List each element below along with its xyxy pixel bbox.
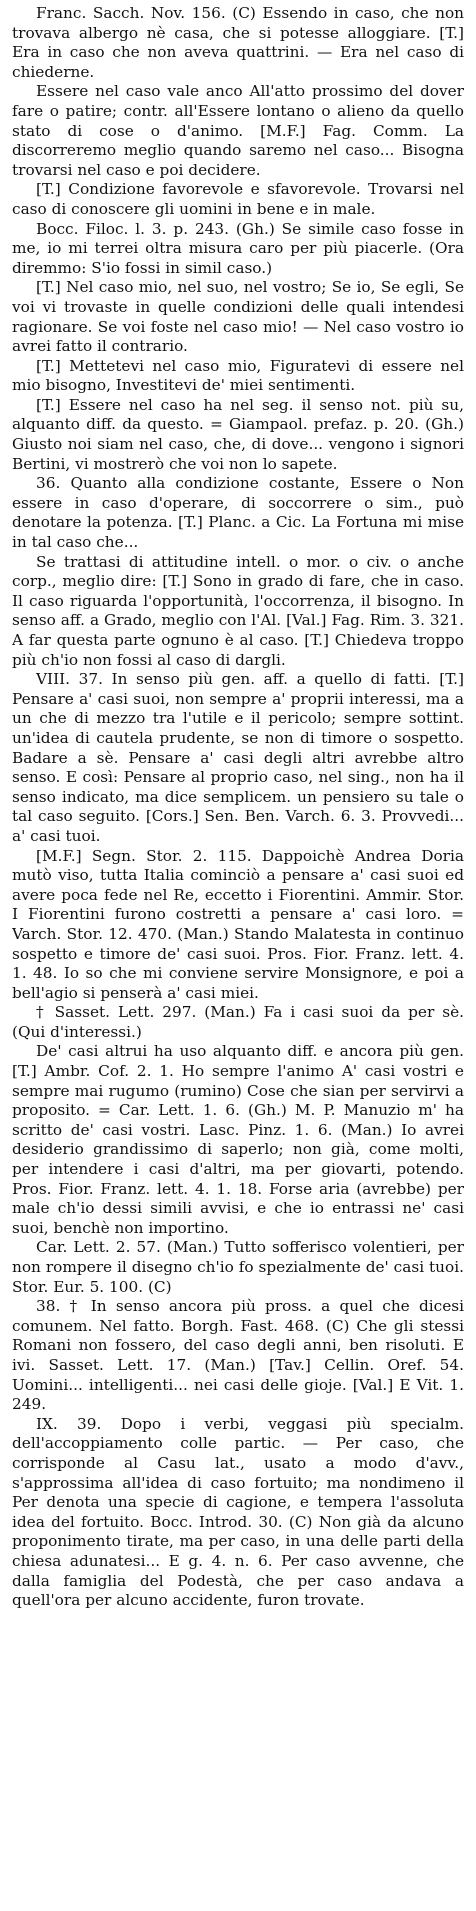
entry-paragraph-14: Car. Lett. 2. 57. (Man.) Tutto sofferisco volentieri, per non rompere il disegno ch'io fo spezialmente de' casi tuoi. Stor. Eur. 5. 100. (C) [12,1238,464,1296]
entry-paragraph-1: Franc. Sacch. Nov. 156. (C) Essendo in caso, che non trovava albergo nè casa, che si potesse alloggiare. [T.] Era in caso che non aveva quattrini. — Era nel caso di chiederne. [12,4,464,81]
entry-paragraph-10: VIII. 37. In senso più gen. aff. a quello di fatti. [T.] Pensare a' casi suoi, non sempre a' proprii interessi, ma a un che di mezzo tra l'utile e il pericolo; sempre sottint. un'idea di cautela prudente, se non di timore o sospetto. Badare a sè. Pensare a' casi degli altri avrebbe altro senso. E così: Pensare al proprio caso, nel sing., non ha il senso indicato, ma dice semplicem. un pensiero su tale o tal caso seguito. [Cors.] Sen. Ben. Varch. 6. 3. Provvedi... a' casi tuoi. [12,670,464,845]
entry-paragraph-9: Se trattasi di attitudine intell. o mor. o civ. o anche corp., meglio dire: [T.] Sono in grado di fare, che in caso. Il caso riguarda l'opportunità, l'occorrenza, il bisogno. In senso aff. a Grado, meglio con l'Al. [Val.] Fag. Rim. 3. 321. A far questa parte ognuno è al caso. [T.] Chiedeva troppo più ch'io non fossi al caso di dargli. [12,552,464,669]
entry-paragraph-11: [M.F.] Segn. Stor. 2. 115. Dappoichè Andrea Doria mutò viso, tutta Italia cominciò a pensare a' casi suoi ed avere poca fede nel Re, eccetto i Fiorentini. Ammir. Stor. I Fiorentini furono costretti a pensare a' casi loro. = Varch. Stor. 12. 470. (Man.) Stando Malatesta in continuo sospetto e timore de' casi suoi. Pros. Fior. Franz. lett. 4. 1. 48. Io so che mi conviene servire Monsignore, e poi a bell'agio si penserà a' casi miei. [12,846,464,1002]
entry-paragraph-6: [T.] Mettetevi nel caso mio, Figuratevi di essere nel mio bisogno, Investitevi de' miei sentimenti. [12,356,464,395]
entry-paragraph-8: 36. Quanto alla condizione costante, Essere o Non essere in caso d'operare, di soccorrere o sim., può denotare la potenza. [T.] Planc. a Cic. La Fortuna mi mise in tal caso che... [12,474,464,552]
entry-paragraph-3: [T.] Condizione favorevole e sfavorevole. Trovarsi nel caso di conoscere gli uomini in bene e in male. [12,180,464,218]
entry-paragraph-5: [T.] Nel caso mio, nel suo, nel vostro; Se io, Se egli, Se voi vi trovaste in quelle condizioni delle quali intendesi ragionare. Se voi foste nel caso mio! — Nel caso vostro io avrei fatto il contrario. [12,278,464,356]
entry-paragraph-7: [T.] Essere nel caso ha nel seg. il senso not. più su, alquanto diff. da questo. = Giampaol. prefaz. p. 20. (Gh.) Giusto noi siam nel caso, che, di dove... vengono i signori Bertini, vi mostrerò che voi non lo sapete. [12,395,464,473]
dictionary-page [12,4,464,1904]
entry-paragraph-2: Essere nel caso vale anco All'atto prossimo del dover fare o patire; contr. all'Essere lontano o alieno da quello stato di cose o d'animo. [M.F.] Fag. Comm. La discorreremo meglio quando saremo nel caso... Bisogna trovarsi nel caso e poi decidere. [12,82,464,179]
entry-paragraph-13: De' casi altrui ha uso alquanto diff. e ancora più gen. [T.] Ambr. Cof. 2. 1. Ho sempre l'animo A' casi vostri e sempre mai rugumo (rumino) Cose che sian per servirvi a proposito. = Car. Lett. 1. 6. (Gh.) M. P. Manuzio m' ha scritto de' casi vostri. Lasc. Pinz. 1. 6. (Man.) Io avrei desiderio grandissimo di saperlo; non già, come molti, per intendere i casi d'altri, ma per giovarti, potendo. Pros. Fior. Franz. lett. 4. 1. 18. Forse aria (avrebbe) per male ch'io dessi simili avvisi, e che io entrassi ne' casi suoi, benchè non importino. [12,1042,464,1237]
entry-paragraph-16: IX. 39. Dopo i verbi, veggasi più specialm. dell'accoppiamento colle partic. — Per caso, che corrisponde al Casu lat., usato a modo d'avv., s'approssima all'idea di caso fortuito; ma nondimeno il Per denota una specie di cagione, e tempera l'assoluta idea del fortuito. Bocc. Introd. 30. (C) Non già da alcuno proponimento tirate, ma per caso, in una delle parti della chiesa adunatesi... E g. 4. n. 6. Per caso avvenne, che dalla famiglia del Podestà, che per caso andava a quell'ora per alcuno accidente, furon trovate. [12,1414,464,1610]
entry-paragraph-4: Bocc. Filoc. l. 3. p. 243. (Gh.) Se simile caso fosse in me, io mi terrei oltra misura caro per più piacerle. (Ora diremmo: S'io fossi in simil caso.) [12,219,464,277]
entry-paragraph-12: † Sasset. Lett. 297. (Man.) Fa i casi suoi da per sè. (Qui d'interessi.) [12,1003,464,1041]
entry-paragraph-15: 38. † In senso ancora più pross. a quel che dicesi comunem. Nel fatto. Borgh. Fast. 468. (C) Che gli stessi Romani non fossero, del caso degli anni, ben risoluti. E ivi. Sasset. Lett. 17. (Man.) [Tav.] Cellin. Oref. 54. Uomini... intelligenti... nei casi delle gioje. [Val.] E Vit. 1. 249. [12,1297,464,1414]
